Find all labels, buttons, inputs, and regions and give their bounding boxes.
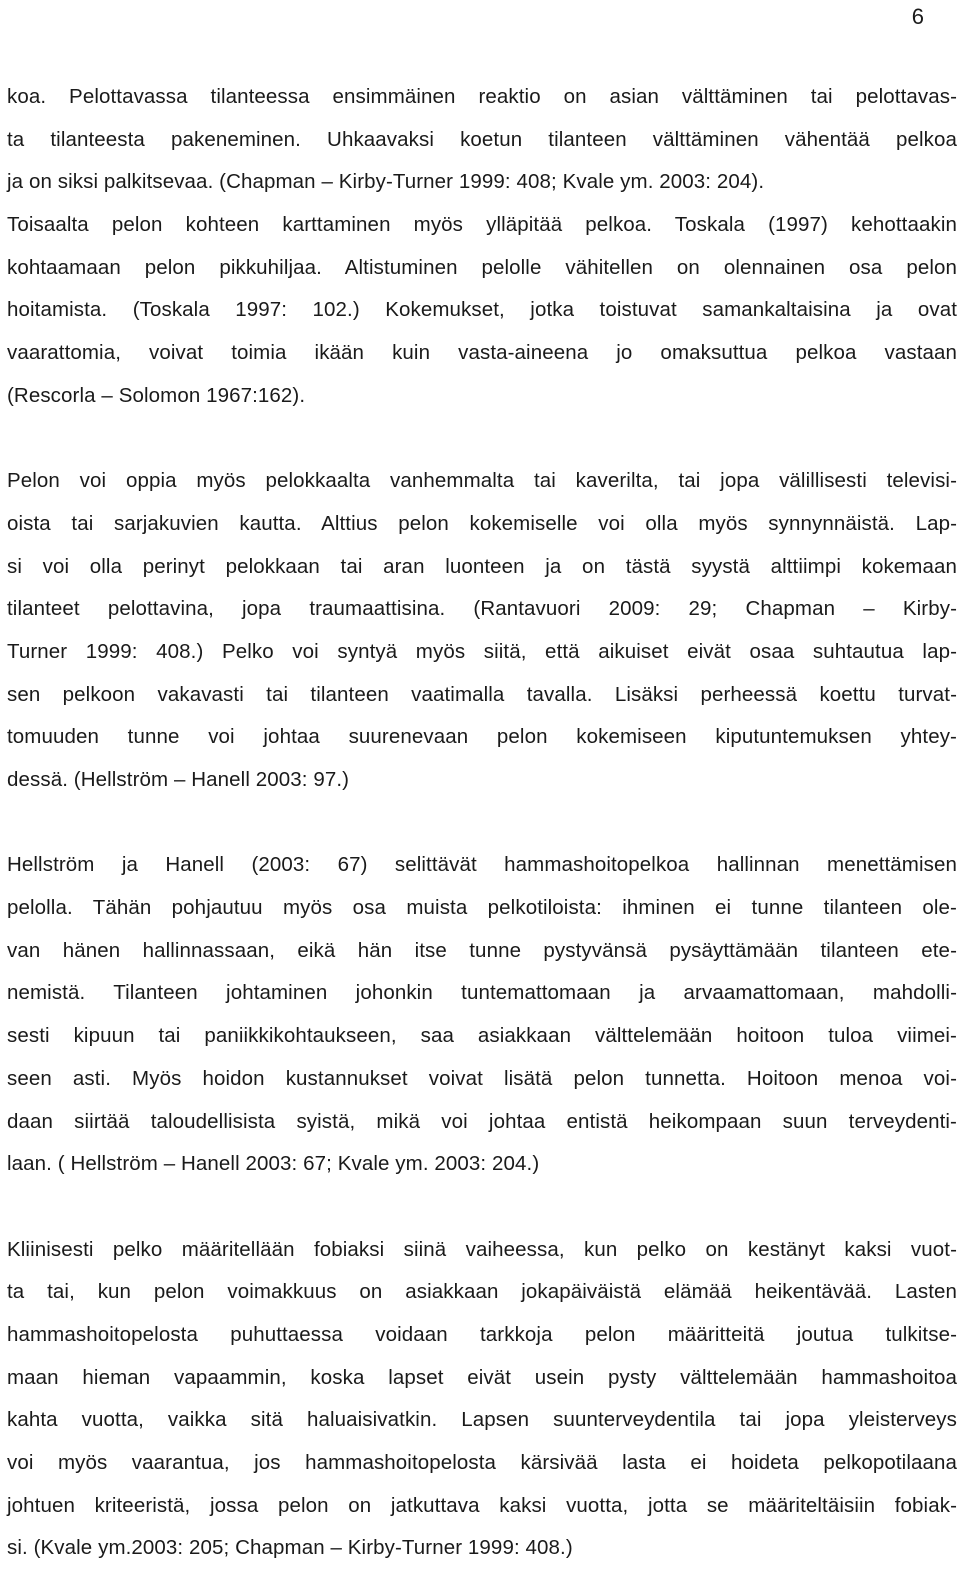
text-line: Toisaalta pelon kohteen karttaminen myös ylläpitää pelkoa. Toskala (1997) kehottaakin (7, 213, 957, 237)
text-line: daan siirtää taloudellisista syistä, mikä voi johtaa entistä heikompaan suun terveydenti- (7, 1109, 957, 1133)
text-line: voi myös vaarantua, jos hammashoitopelosta kärsivää lasta ei hoideta pelkopotilaana (7, 1451, 957, 1474)
text-line: (Rescorla – Solomon 1967:162). (7, 383, 306, 407)
text-line: nemistä. Tilanteen johtaminen johonkin tuntemattomaan ja arvaamattomaan, mahdolli- (7, 981, 957, 1005)
text-line: tilanteet pelottavina, jopa traumaattisina. (Rantavuori 2009: 29; Chapman – Kirby- (7, 597, 957, 621)
text-line: Kliinisesti pelko määritellään fobiaksi siinä vaiheessa, kun pelko on kestänyt kaksi vuot- (7, 1237, 957, 1261)
text-line: oista tai sarjakuvien kautta. Alttius pelon kokemiselle voi olla myös synnynnäistä. Lap- (7, 511, 957, 535)
text-line: seen asti. Myös hoidon kustannukset voivat lisätä pelon tunnetta. Hoitoon menoa voi- (7, 1066, 957, 1090)
text-line: sesti kipuun tai paniikkikohtaukseen, saa asiakkaan välttelemään hoitoon tuloa viimei- (7, 1024, 957, 1048)
text-line: Hellström ja Hanell (2003: 67) selittävät hammashoitopelkoa hallinnan menettämisen (7, 853, 957, 877)
paragraph-loss-of-control (7, 844, 957, 1186)
text-line: ja on siksi palkitsevaa. (Chapman – Kirby-Turner 1999: 408; Kvale ym. 2003: 204). (7, 170, 765, 194)
text-line: hoitamista. (Toskala 1997: 102.) Kokemukset, jotka toistuvat samankaltaisina ja ovat (7, 298, 957, 322)
paragraph-clinical-phobia (7, 1229, 957, 1570)
text-line: hammashoitopelosta puhuttaessa voidaan tarkkoja pelon määritteitä joutua tulkitse- (7, 1322, 957, 1346)
text-line: laan. ( Hellström – Hanell 2003: 67; Kvale ym. 2003: 204.) (7, 1152, 540, 1176)
text-line: dessä. (Hellström – Hanell 2003: 97.) (7, 768, 350, 791)
text-line: tomuuden tunne voi johtaa suurenevaan pelon kokemiseen kiputuntemuksen yhtey- (7, 725, 957, 749)
text-line: Turner 1999: 408.) Pelko voi syntyä myös siitä, että aikuiset eivät osaa suhtautua lap- (7, 639, 957, 663)
paragraph-learned-fear (7, 460, 957, 802)
text-line: ta tai, kun pelon voimakkuus on asiakkaan jokapäiväistä elämää heikentävää. Lasten (7, 1280, 957, 1304)
text-line: si. (Kvale ym.2003: 205; Chapman – Kirby-Turner 1999: 408.) (7, 1536, 573, 1560)
text-line: johtuen kriteeristä, jossa pelon on jatkuttava kaksi vuotta, jotta se määriteltäisiin fobiak- (7, 1493, 957, 1517)
text-line: koa. Pelottavassa tilanteessa ensimmäinen reaktio on asian välttäminen tai pelottavas- (7, 85, 957, 108)
text-line: kohtaamaan pelon pikkuhiljaa. Altistuminen pelolle vähitellen on olennainen osa pelon (7, 255, 957, 279)
text-line: sen pelkoon vakavasti tai tilanteen vaatimalla tavalla. Lisäksi perheessä koettu turvat- (7, 682, 957, 706)
text-line: ta tilanteesta pakeneminen. Uhkaavaksi koetun tilanteen välttäminen vähentää pelkoa (7, 127, 957, 151)
text-line: Pelon voi oppia myös pelokkaalta vanhemmalta tai kaverilta, tai jopa välillisesti televisi- (7, 469, 957, 493)
text-line: van hänen hallinnassaan, eikä hän itse tunne pystyvänsä pysäyttämään tilanteen ete- (7, 938, 957, 962)
page-number: 6 (911, 4, 924, 29)
text-line: si voi olla perinyt pelokkaan tai aran luonteen ja on tästä syystä alttiimpi kokemaan (7, 554, 957, 578)
text-line: pelolla. Tähän pohjautuu myös osa muista pelkotiloista: ihminen ei tunne tilanteen ole- (7, 896, 957, 920)
text-line: vaarattomia, voivat toimia ikään kuin vasta-aineena jo omaksuttua pelkoa vastaan (7, 341, 957, 365)
paragraph-fear-avoidance (7, 76, 957, 418)
text-line: kahta vuotta, vaikka sitä haluaisivatkin. Lapsen suunterveydentila tai jopa yleisterveys (7, 1408, 957, 1432)
document-body (7, 76, 957, 1570)
text-line: maan hieman vapaammin, koska lapset eivät usein pysty välttelemään hammashoitoa (7, 1365, 957, 1389)
